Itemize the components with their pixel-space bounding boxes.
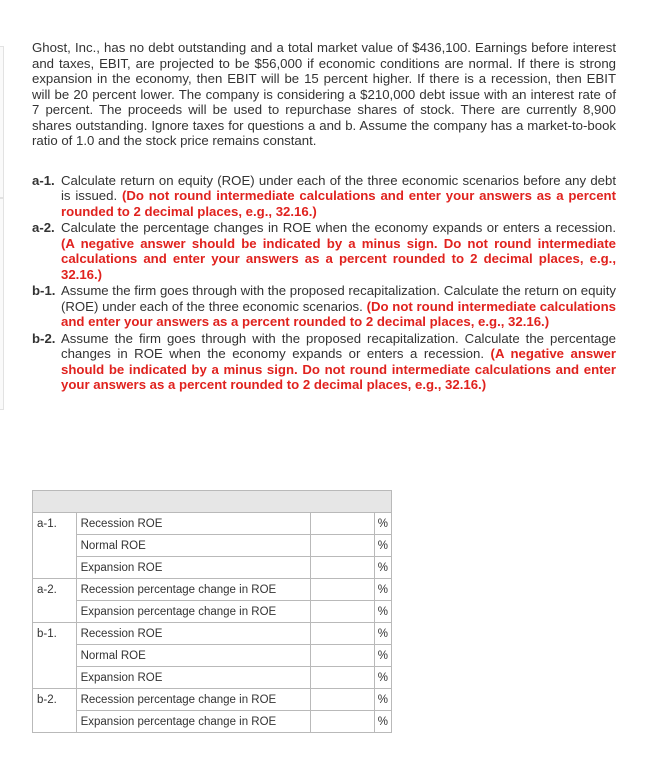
question-text: Assume the firm goes through with the proposed recapitalization. Calculate the return on equity (ROE) under each of the three economic scenarios. bbox=[61, 283, 616, 314]
answer-table-header-cell bbox=[33, 491, 392, 513]
expansion-change-a2-input[interactable] bbox=[311, 601, 374, 622]
question-body bbox=[61, 220, 616, 282]
unit-label: % bbox=[374, 601, 391, 623]
row-label: Recession percentage change in ROE bbox=[76, 689, 310, 711]
answer-cell bbox=[310, 667, 374, 689]
row-group-label bbox=[33, 601, 77, 623]
row-group-label: a-2. bbox=[33, 579, 77, 601]
row-label: Expansion percentage change in ROE bbox=[76, 601, 310, 623]
unit-label: % bbox=[374, 513, 391, 535]
table-row bbox=[33, 667, 392, 689]
answer-cell bbox=[310, 579, 374, 601]
recession-change-a2-input[interactable] bbox=[311, 579, 374, 600]
table-row bbox=[33, 623, 392, 645]
row-group-label bbox=[33, 535, 77, 557]
row-group-label bbox=[33, 557, 77, 579]
normal-roe-a1-input[interactable] bbox=[311, 535, 374, 556]
left-edge-decoration bbox=[0, 0, 4, 765]
table-row bbox=[33, 557, 392, 579]
expansion-roe-b1-input[interactable] bbox=[311, 667, 374, 688]
question-instruction: (A negative answer should be indicated by a minus sign. Do not round intermediate calculations and enter your answers as a percent rounded to 2 decimal places, e.g., 32.16.) bbox=[61, 346, 616, 392]
row-group-label: a-1. bbox=[33, 513, 77, 535]
question-text: Calculate the percentage changes in ROE when the economy expands or enters a recession. bbox=[61, 220, 616, 235]
row-group-label: b-1. bbox=[33, 623, 77, 645]
row-group-label bbox=[33, 711, 77, 733]
row-label: Recession percentage change in ROE bbox=[76, 579, 310, 601]
row-label: Recession ROE bbox=[76, 623, 310, 645]
answer-cell bbox=[310, 535, 374, 557]
row-label: Recession ROE bbox=[76, 513, 310, 535]
question-a2 bbox=[32, 220, 616, 282]
unit-label: % bbox=[374, 711, 391, 733]
unit-label: % bbox=[374, 579, 391, 601]
edge-mark bbox=[0, 46, 4, 198]
answer-table bbox=[32, 490, 392, 733]
answer-cell bbox=[310, 645, 374, 667]
question-text: Assume the firm goes through with the proposed recapitalization. Calculate the percentage changes in ROE when the economy expands or enters a recession. bbox=[61, 330, 616, 361]
edge-mark bbox=[0, 198, 4, 410]
row-label: Expansion ROE bbox=[76, 667, 310, 689]
table-row bbox=[33, 601, 392, 623]
row-group-label bbox=[33, 645, 77, 667]
unit-label: % bbox=[374, 667, 391, 689]
question-b2 bbox=[32, 331, 616, 393]
row-group-label bbox=[33, 667, 77, 689]
question-label: b-2. bbox=[32, 330, 56, 346]
table-row bbox=[33, 711, 392, 733]
answer-cell bbox=[310, 601, 374, 623]
question-instruction: (A negative answer should be indicated by a minus sign. Do not round intermediate calculations and enter your answers as a percent rounded to 2 decimal places, e.g., 32.16.) bbox=[61, 235, 616, 282]
row-label: Normal ROE bbox=[76, 535, 310, 557]
expansion-change-b2-input[interactable] bbox=[311, 711, 374, 732]
table-row bbox=[33, 645, 392, 667]
row-label: Expansion percentage change in ROE bbox=[76, 711, 310, 733]
row-label: Expansion ROE bbox=[76, 557, 310, 579]
unit-label: % bbox=[374, 535, 391, 557]
row-group-label: b-2. bbox=[33, 689, 77, 711]
problem-content bbox=[32, 40, 616, 394]
normal-roe-b1-input[interactable] bbox=[311, 645, 374, 666]
answer-cell bbox=[310, 513, 374, 535]
question-body bbox=[61, 283, 616, 330]
problem-intro: Ghost, Inc., has no debt outstanding and a total market value of $436,100. Earnings before interest and taxes, EBIT, are projected to be $56,000 if economic conditions are normal. If there is strong expansion in the economy, then EBIT will be 15 percent higher. If there is a recession, then EBIT will be 20 percent lower. The company is considering a $210,000 debt issue with an interest rate of 7 percent. The proceeds will be used to repurchase shares of stock. There are currently 8,900 shares outstanding. Ignore taxes for questions a and b. Assume the company has a market-to-book ratio of 1.0 and the stock price remains constant. bbox=[32, 40, 616, 148]
recession-roe-b1-input[interactable] bbox=[311, 623, 374, 644]
answer-cell bbox=[310, 711, 374, 733]
question-label: b-1. bbox=[32, 283, 56, 298]
question-instruction: (Do not round intermediate calculations and enter your answers as a percent rounded to 2 decimal places, e.g., 32.16.) bbox=[61, 188, 616, 219]
question-label: a-2. bbox=[32, 220, 55, 235]
question-list bbox=[32, 173, 616, 393]
row-label: Normal ROE bbox=[76, 645, 310, 667]
unit-label: % bbox=[374, 623, 391, 645]
question-body bbox=[61, 173, 616, 220]
unit-label: % bbox=[374, 645, 391, 667]
expansion-roe-a1-input[interactable] bbox=[311, 557, 374, 578]
unit-label: % bbox=[374, 689, 391, 711]
table-row bbox=[33, 535, 392, 557]
table-row bbox=[33, 513, 392, 535]
recession-roe-a1-input[interactable] bbox=[311, 513, 374, 534]
question-text: Calculate return on equity (ROE) under each of the three economic scenarios before any debt is issued. bbox=[61, 172, 616, 203]
question-label: a-1. bbox=[32, 172, 55, 188]
table-row bbox=[33, 689, 392, 711]
recession-change-b2-input[interactable] bbox=[311, 689, 374, 710]
question-body bbox=[61, 331, 616, 393]
unit-label: % bbox=[374, 557, 391, 579]
question-instruction: (Do not round intermediate calculations and enter your answers as a percent rounded to 2 decimal places, e.g., 32.16.) bbox=[61, 298, 616, 329]
table-row bbox=[33, 579, 392, 601]
question-a1 bbox=[32, 173, 616, 220]
answer-cell bbox=[310, 689, 374, 711]
question-b1 bbox=[32, 283, 616, 330]
answer-cell bbox=[310, 557, 374, 579]
answer-cell bbox=[310, 623, 374, 645]
answer-table-header bbox=[33, 491, 392, 513]
